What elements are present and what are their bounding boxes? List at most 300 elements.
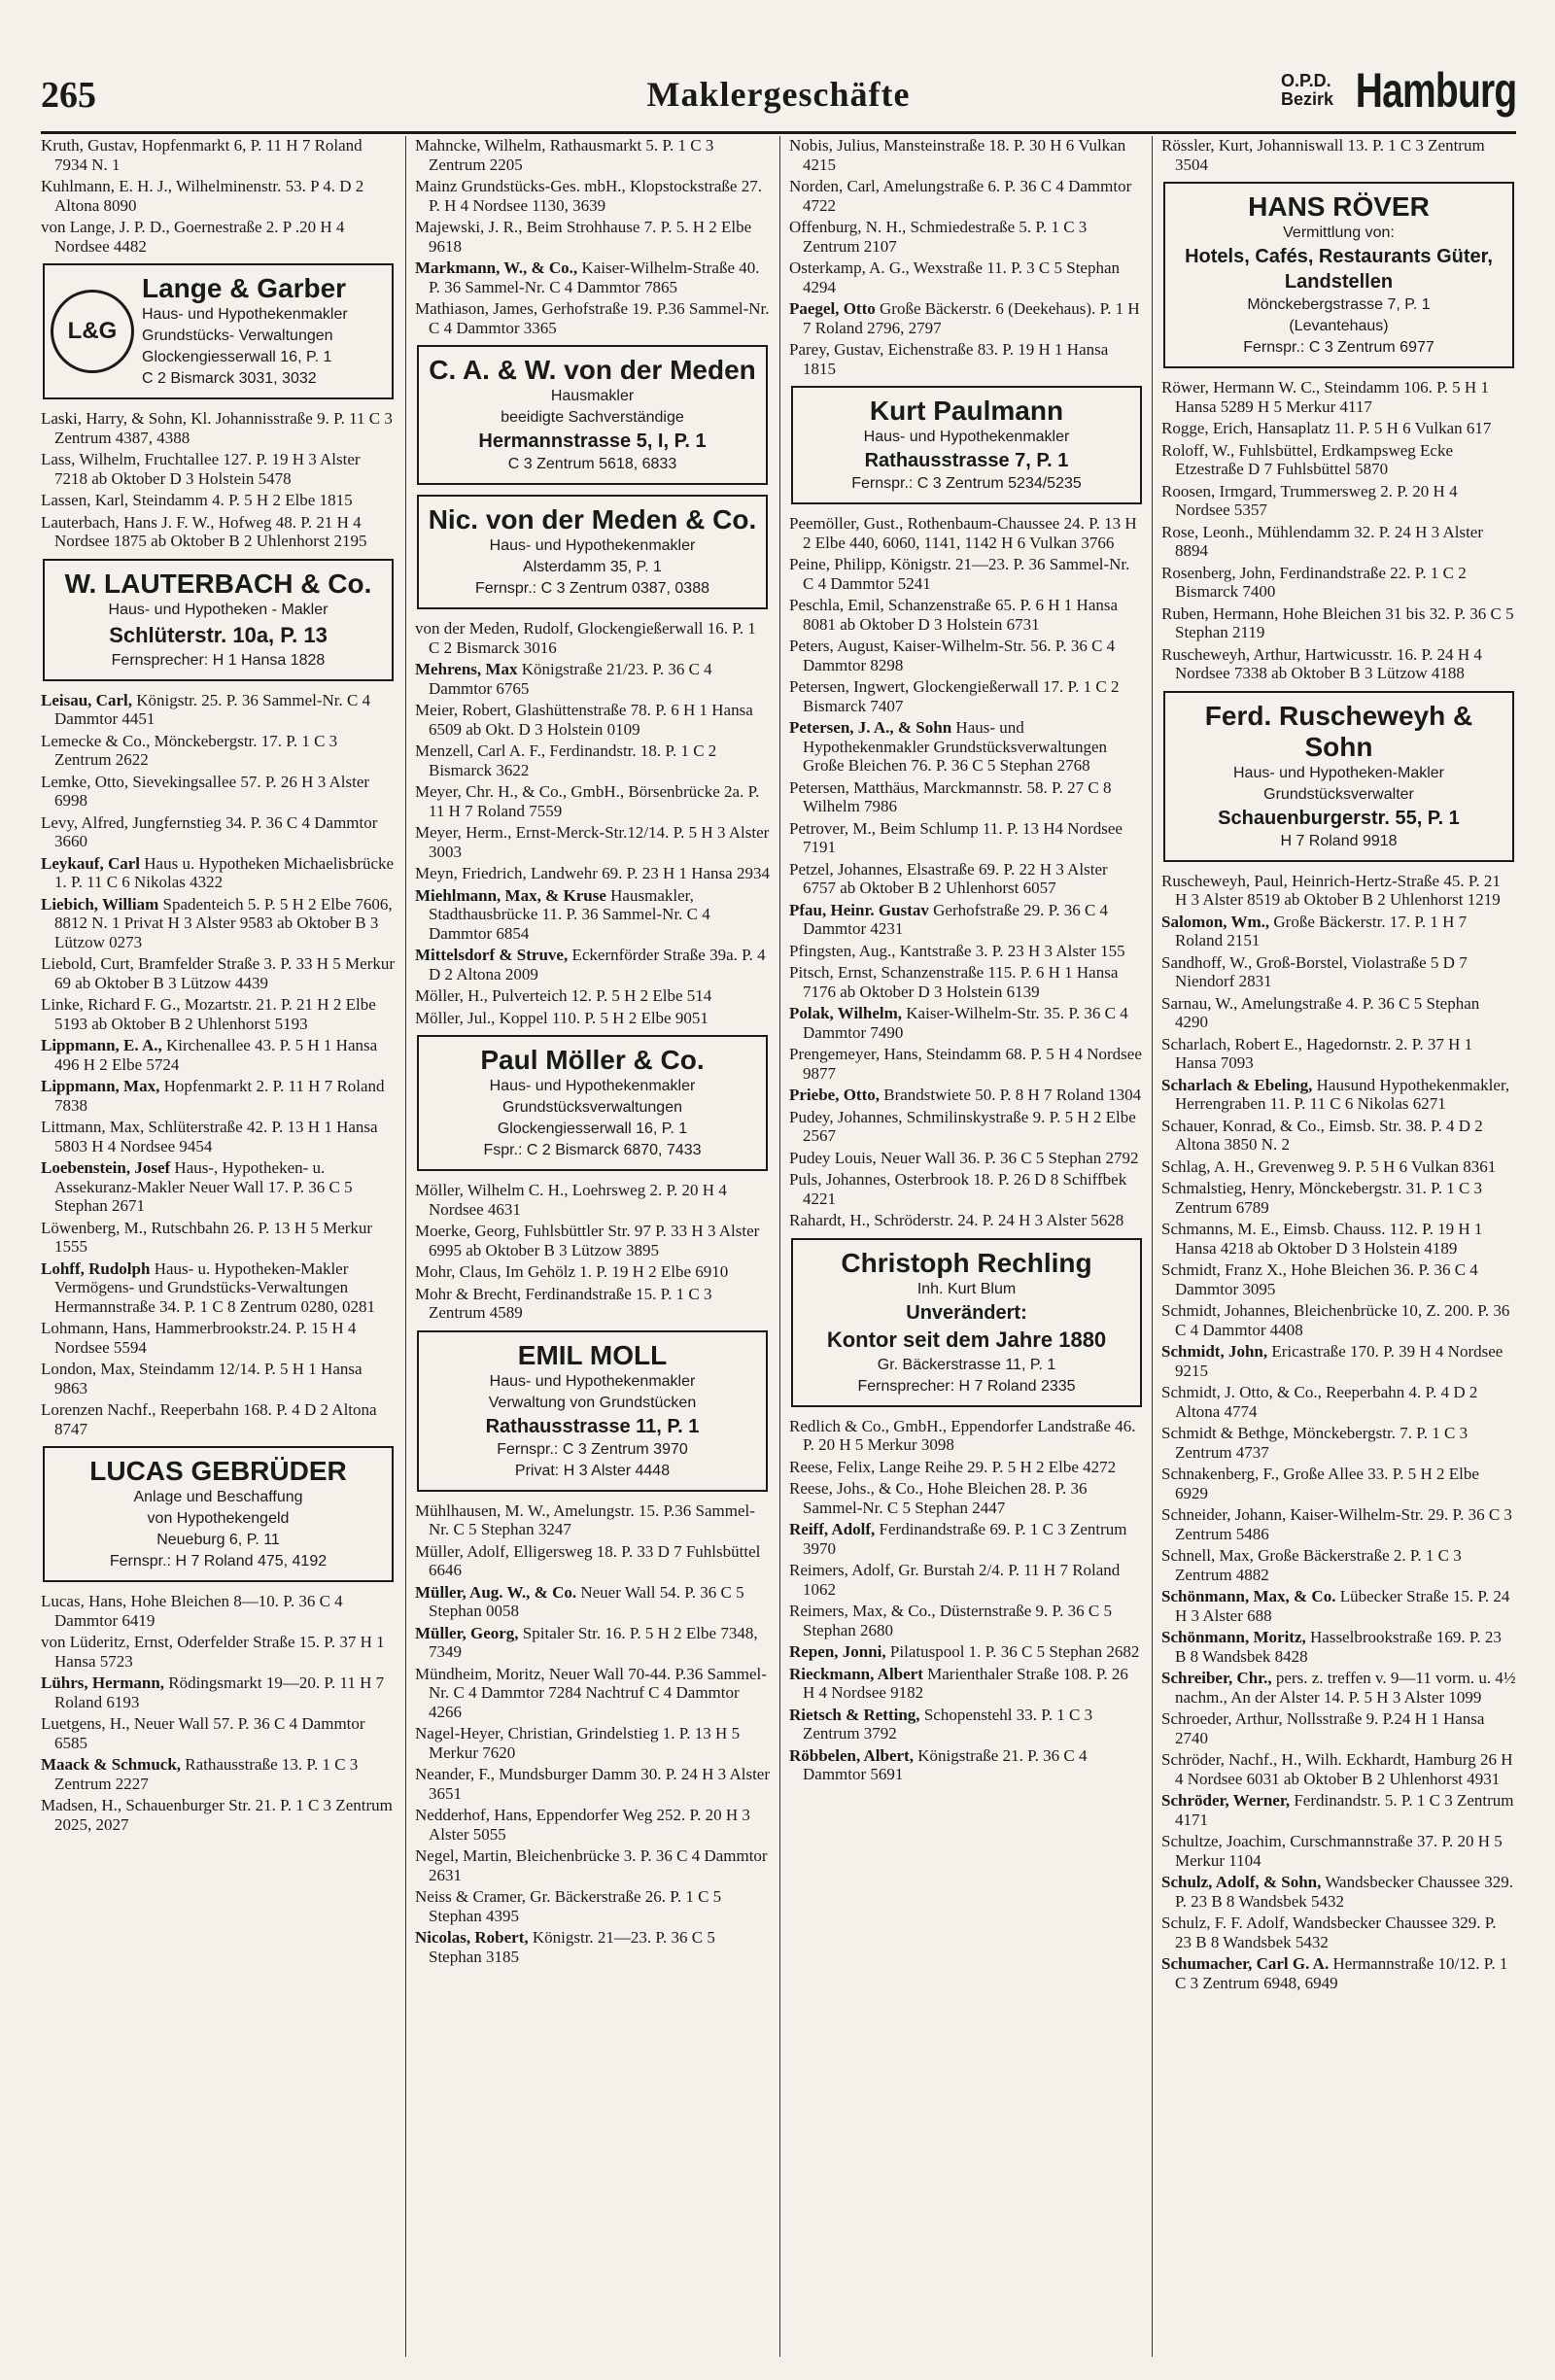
entry-name: Lohff, Rudolph xyxy=(41,1259,151,1278)
advertisement-box xyxy=(1163,182,1514,368)
entry-name: Müller, Aug. W., & Co. xyxy=(415,1582,577,1602)
advertisement-box xyxy=(43,559,394,681)
ad-highlight: Schlüterstr. 10a, P. 13 xyxy=(109,622,328,647)
entry-name: Lippmann, E. A., xyxy=(41,1036,162,1054)
entry-text: Königstraße 21. P. 36 C 4 Dammtor 5691 xyxy=(803,1745,1088,1783)
entry-text: Meyer, Herm., Ernst-Merck-Str.12/14. P. 5 H 3 Alster 3003 xyxy=(415,823,770,861)
directory-entry xyxy=(41,1360,396,1397)
entry-text: Roloff, W., Fuhlsbüttel, Erdkampsweg Ecke Etzestraße D 7 Fuhlsbüttel 5870 xyxy=(1161,440,1453,478)
directory-entry xyxy=(1161,645,1516,683)
ad-line: Fernsprecher: H 1 Hansa 1828 xyxy=(111,651,326,669)
entry-text: Schnell, Max, Große Bäckerstraße 2. P. 1 C 3 Zentrum 4882 xyxy=(1161,1546,1462,1584)
ad-line: Grundstücks- Verwaltungen xyxy=(142,328,333,344)
entry-text: Ruscheweyh, Paul, Heinrich-Hertz-Straße 45. P. 21 H 3 Alster 8519 ab Oktober B 2 Uhlenhorst 1219 xyxy=(1161,871,1501,909)
entry-text: Schröder, Nachf., H., Wilh. Eckhardt, Hamburg 26 H 4 Nordsee 6031 ab Oktober B 2 Uhlenhorst 4931 xyxy=(1161,1750,1513,1788)
entry-name: Nicolas, Robert, xyxy=(415,1928,529,1947)
ad-line: beeidigte Sachverständige xyxy=(501,409,684,426)
entry-text: von Lüderitz, Ernst, Oderfelder Straße 15. P. 37 H 1 Hansa 5723 xyxy=(41,1633,385,1671)
ad-line: Verwaltung von Grundstücken xyxy=(488,1394,697,1411)
ad-line: Fernspr.: C 3 Zentrum 6977 xyxy=(1243,339,1434,356)
directory-entry xyxy=(789,1665,1144,1703)
directory-entry xyxy=(1161,1076,1516,1114)
entry-name: Schumacher, Carl G. A. xyxy=(1161,1954,1330,1973)
page-number: 265 xyxy=(41,75,96,116)
ad-line: C 2 Bismarck 3031, 3032 xyxy=(142,370,317,387)
entry-text: Nobis, Julius, Mansteinstraße 18. P. 30 H 6 Vulkan 4215 xyxy=(789,136,1126,174)
ad-logo-row xyxy=(51,273,386,390)
directory-entry xyxy=(41,1673,396,1711)
directory-entry xyxy=(789,1045,1144,1083)
entry-name: Salomon, Wm., xyxy=(1161,912,1270,931)
directory-entry xyxy=(789,1417,1144,1455)
entry-text: Haus-, Hypotheken- u. Assekuranz-Makler Neuer Wall 17. P. 36 C 5 Stephan 2671 xyxy=(54,1158,353,1215)
entry-text: Rödingsmarkt 19—20. P. 11 H 7 Roland 6193 xyxy=(54,1673,385,1711)
entry-text: Große Bäckerstr. 6 (Deekehaus). P. 1 H 7 Roland 2796, 2797 xyxy=(803,299,1140,337)
directory-entry xyxy=(41,218,396,256)
directory-entry xyxy=(41,1077,396,1115)
advertisement-box xyxy=(417,1035,768,1171)
entry-text: Mohr, Claus, Im Gehölz 1. P. 19 H 2 Elbe 6910 xyxy=(415,1262,729,1281)
entry-text: Königstraße 21/23. P. 36 C 4 Dammtor 6765 xyxy=(429,660,712,698)
directory-entry xyxy=(415,1262,770,1282)
entry-text: Moerke, Georg, Fuhlsbüttler Str. 97 P. 33 H 3 Alster 6995 ab Oktober B 3 Lützow 3895 xyxy=(415,1222,760,1259)
ad-line: Haus- und Hypotheken - Makler xyxy=(108,601,328,618)
entry-text: Kirchenallee 43. P. 5 H 1 Hansa 496 H 2 Elbe 5724 xyxy=(54,1036,378,1074)
entry-text: Meyer, Chr. H., & Co., GmbH., Börsenbrücke 2a. P. 11 H 7 Roland 7559 xyxy=(415,782,760,820)
header-rule xyxy=(41,131,1516,134)
directory-entry xyxy=(1161,564,1516,602)
directory-entry xyxy=(1161,1873,1516,1911)
directory-entry xyxy=(1161,1954,1516,1992)
entry-text: Schmanns, M. E., Eimsb. Chauss. 112. P. 19 H 1 Hansa 4218 ab Oktober D 3 Holstein 4189 xyxy=(1161,1220,1483,1258)
entry-text: Nagel-Heyer, Christian, Grindelstieg 1. P. 13 H 5 Merkur 7620 xyxy=(415,1724,741,1762)
entry-text: Rosenberg, John, Ferdinandstraße 22. P. 1 C 2 Bismarck 7400 xyxy=(1161,563,1467,601)
entry-text: Lemke, Otto, Sievekingsallee 57. P. 26 H 3 Alster 6998 xyxy=(41,772,370,810)
directory-entry xyxy=(41,773,396,811)
directory-entry xyxy=(789,637,1144,674)
entry-text: Roosen, Irmgard, Trummersweg 2. P. 20 H 4 Nordsee 5357 xyxy=(1161,481,1458,519)
directory-entry xyxy=(415,299,770,337)
column-divider xyxy=(405,136,406,2357)
entry-text: Ruben, Hermann, Hohe Bleichen 31 bis 32. P. 36 C 5 Stephan 2119 xyxy=(1161,604,1514,641)
entry-text: Petersen, Ingwert, Glockengießerwall 17. P. 1 C 2 Bismarck 7407 xyxy=(789,677,1120,715)
entry-text: Möller, Jul., Koppel 110. P. 5 H 2 Elbe 9051 xyxy=(415,1008,708,1027)
entry-text: Lauterbach, Hans J. F. W., Hofweg 48. P. 21 H 4 Nordsee 1875 ab Oktober B 2 Uhlenhorst 2195 xyxy=(41,512,367,550)
directory-entry xyxy=(1161,378,1516,416)
entry-name: Paegel, Otto xyxy=(789,299,876,318)
advertisement-box xyxy=(791,386,1142,504)
directory-entry xyxy=(789,819,1144,857)
entry-text: Peschla, Emil, Schanzenstraße 65. P. 6 H 1 Hansa 8081 ab Oktober D 3 Holstein 6731 xyxy=(789,596,1119,634)
page-header xyxy=(41,60,1516,128)
column-3 xyxy=(789,136,1144,2357)
directory-entry xyxy=(415,864,770,883)
entry-text: Hermannstraße 10/12. P. 1 C 3 Zentrum 6948, 6949 xyxy=(1175,1954,1508,1992)
directory-entry xyxy=(1161,1342,1516,1380)
directory-entry xyxy=(41,691,396,729)
ad-company-name: Kurt Paulmann xyxy=(869,396,1064,426)
directory-entry xyxy=(789,1170,1144,1208)
directory-entry xyxy=(41,1219,396,1257)
directory-entry xyxy=(1161,1587,1516,1625)
entry-text: Haus- und Hypothekenmakler Grundstücksverwaltungen Große Bleichen 76. P. 36 C 5 Stephan 2768 xyxy=(803,718,1107,775)
column-divider xyxy=(779,136,780,2357)
directory-entry xyxy=(789,259,1144,296)
directory-entry xyxy=(41,513,396,551)
directory-entry xyxy=(41,1796,396,1834)
entry-name: Polak, Wilhelm, xyxy=(789,1004,903,1022)
entry-text: Schroeder, Arthur, Nollsstraße 9. P.24 H 1 Hansa 2740 xyxy=(1161,1709,1485,1747)
entry-text: von der Meden, Rudolf, Glockengießerwall 16. P. 1 C 2 Bismarck 3016 xyxy=(415,619,756,657)
directory-entry xyxy=(789,299,1144,337)
entry-text: von Lange, J. P. D., Goernestraße 2. P .20 H 4 Nordsee 4482 xyxy=(41,218,345,256)
entry-text: Laski, Harry, & Sohn, Kl. Johannisstraße 9. P. 11 C 3 Zentrum 4387, 4388 xyxy=(41,409,393,447)
entry-text: Puls, Johannes, Osterbrook 18. P. 26 D 8 Schiffbek 4221 xyxy=(789,1170,1127,1208)
directory-entry xyxy=(789,218,1144,256)
entry-text: Rahardt, H., Schröderstr. 24. P. 24 H 3 Alster 5628 xyxy=(789,1211,1124,1229)
directory-entry xyxy=(415,1501,770,1539)
entry-text: Schmidt & Bethge, Mönckebergstr. 7. P. 1 C 3 Zentrum 4737 xyxy=(1161,1424,1469,1462)
entry-text: Marienthaler Straße 108. P. 26 H 4 Nordsee 9182 xyxy=(803,1664,1128,1702)
directory-entry xyxy=(41,450,396,488)
entry-text: Sandhoff, W., Groß-Borstel, Violastraße 5 D 7 Niendorf 2831 xyxy=(1161,952,1468,990)
entry-text: Schlag, A. H., Grevenweg 9. P. 5 H 6 Vulkan 8361 xyxy=(1161,1156,1497,1176)
entry-name: Scharlach & Ebeling, xyxy=(1161,1075,1313,1094)
entry-name: Markmann, W., & Co., xyxy=(415,259,578,277)
entry-text: Meier, Robert, Glashüttenstraße 78. P. 6 H 1 Hansa 6509 ab Okt. D 3 Holstein 0109 xyxy=(415,701,753,739)
entry-text: Mündheim, Moritz, Neuer Wall 70-44. P.36 Sammel-Nr. C 4 Dammtor 7284 Nachtruf C 4 Dammtor 4266 xyxy=(415,1664,767,1721)
entry-text: Peemöller, Gust., Rothenbaum-Chaussee 24. P. 13 H 2 Elbe 440, 6060, 1141, 1142 H 6 Vulkan 3766 xyxy=(789,514,1137,552)
entry-text: Rathausstraße 13. P. 1 C 3 Zentrum 2227 xyxy=(54,1755,359,1793)
entry-name: Lippmann, Max, xyxy=(41,1077,160,1095)
directory-entry xyxy=(41,854,396,892)
entry-text: Reimers, Max, & Co., Düsternstraße 9. P. 36 C 5 Stephan 2680 xyxy=(789,1602,1112,1639)
entry-text: Schneider, Johann, Kaiser-Wilhelm-Str. 29. P. 36 C 3 Zentrum 5486 xyxy=(1161,1505,1512,1543)
entry-name: Repen, Jonni, xyxy=(789,1642,886,1661)
directory-entry xyxy=(789,1149,1144,1168)
directory-entry xyxy=(415,1887,770,1925)
directory-entry xyxy=(789,1561,1144,1599)
ad-line: Alsterdamm 35, P. 1 xyxy=(523,559,662,575)
entry-text: Redlich & Co., GmbH., Eppendorfer Landstraße 46. P. 20 H 5 Merkur 3098 xyxy=(789,1416,1136,1454)
directory-entry xyxy=(41,813,396,851)
advertisement-box xyxy=(1163,691,1514,862)
advertisement-box xyxy=(417,1330,768,1492)
ad-line: Glockengiesserwall 16, P. 1 xyxy=(142,349,332,365)
directory-entry xyxy=(1161,482,1516,520)
directory-entry xyxy=(415,660,770,698)
directory-entry xyxy=(41,177,396,215)
column-4 xyxy=(1161,136,1516,2357)
ad-company-name: EMIL MOLL xyxy=(517,1339,668,1370)
entry-text: Schmidt, Franz X., Hohe Bleichen 36. P. 36 C 4 Dammtor 3095 xyxy=(1161,1260,1478,1298)
directory-entry xyxy=(789,1602,1144,1639)
ad-highlight: Kontor seit dem Jahre 1880 xyxy=(826,1327,1107,1352)
entry-name: Pfau, Heinr. Gustav xyxy=(789,900,929,919)
directory-entry xyxy=(415,1665,770,1722)
entry-text: Littmann, Max, Schlüterstraße 42. P. 13 H 1 Hansa 5803 H 4 Nordsee 9454 xyxy=(41,1118,378,1156)
entry-text: Peine, Philipp, Königstr. 21—23. P. 36 Sammel-Nr. C 4 Dammtor 5241 xyxy=(789,555,1130,593)
entry-name: Schmidt, John, xyxy=(1161,1342,1268,1361)
ad-company-name: Nic. von der Meden & Co. xyxy=(428,504,757,535)
entry-text: Prengemeyer, Hans, Steindamm 68. P. 5 H 4 Nordsee 9877 xyxy=(789,1045,1142,1083)
directory-entry xyxy=(1161,1424,1516,1462)
entry-text: London, Max, Steindamm 12/14. P. 5 H 1 Hansa 9863 xyxy=(41,1360,363,1397)
entry-text: Osterkamp, A. G., Wexstraße 11. P. 3 C 5 Stephan 4294 xyxy=(789,259,1121,296)
directory-entry xyxy=(789,596,1144,634)
directory-entry xyxy=(415,986,770,1006)
ad-line: (Levantehaus) xyxy=(1289,318,1389,334)
entry-text: Spadenteich 5. P. 5 H 2 Elbe 7606, 8812 N. 1 Privat H 3 Alster 9583 ab Oktober B 3 Lützow 0273 xyxy=(54,894,393,951)
directory-entry xyxy=(789,1108,1144,1146)
advertisement-box xyxy=(791,1238,1142,1407)
directory-entry xyxy=(415,1846,770,1884)
directory-entry xyxy=(41,409,396,447)
directory-entry xyxy=(415,1009,770,1028)
entry-text: Negel, Martin, Bleichenbrücke 3. P. 36 C 4 Dammtor 2631 xyxy=(415,1846,768,1884)
directory-entry xyxy=(415,701,770,739)
ad-line: Fernsprecher: H 7 Roland 2335 xyxy=(857,1377,1076,1395)
entry-text: Petzel, Johannes, Elsastraße 69. P. 22 H 3 Alster 6757 ab Oktober B 2 Uhlenhorst 6057 xyxy=(789,859,1108,897)
entry-text: Mühlhausen, M. W., Amelungstr. 15. P.36 Sammel-Nr. C 5 Stephan 3247 xyxy=(415,1500,755,1538)
entry-text: Rogge, Erich, Hansaplatz 11. P. 5 H 6 Vulkan 617 xyxy=(1161,419,1492,437)
directory-columns xyxy=(41,136,1516,2357)
ad-address: Rathausstrasse 11, P. 1 xyxy=(485,1415,700,1437)
entry-text: Schulz, F. F. Adolf, Wandsbecker Chaussee 329. P. 23 B 8 Wandsbek 5432 xyxy=(1161,1914,1497,1951)
entry-text: Meyn, Friedrich, Landwehr 69. P. 23 H 1 Hansa 2934 xyxy=(415,864,770,882)
entry-text: Reese, Johs., & Co., Hohe Bleichen 28. P. 36 Sammel-Nr. C 5 Stephan 2447 xyxy=(789,1479,1088,1517)
entry-text: Müller, Adolf, Elligersweg 18. P. 33 D 7 Fuhlsbüttel 6646 xyxy=(415,1541,761,1579)
entry-text: Reese, Felix, Lange Reihe 29. P. 5 H 2 Elbe 4272 xyxy=(789,1457,1117,1476)
ad-company-name: W. LAUTERBACH & Co. xyxy=(64,568,372,599)
entry-text: Pitsch, Ernst, Schanzenstraße 115. P. 6 H 1 Hansa 7176 ab Oktober D 3 Holstein 6139 xyxy=(789,963,1119,1001)
directory-entry xyxy=(1161,1914,1516,1951)
entry-text: Haus u. Hypotheken Michaelisbrücke 1. P. 11 C 6 Nikolas 4322 xyxy=(54,853,395,891)
directory-entry xyxy=(789,136,1144,174)
entry-text: Hopfenmarkt 2. P. 11 H 7 Roland 7838 xyxy=(54,1077,385,1115)
entry-text: Petrover, M., Beim Schlump 11. P. 13 H4 Nordsee 7191 xyxy=(789,818,1123,856)
district-label xyxy=(1281,72,1333,109)
city-title: Hamburg xyxy=(1355,63,1516,118)
entry-text: Mohr & Brecht, Ferdinandstraße 15. P. 1 C 3 Zentrum 4589 xyxy=(415,1284,712,1322)
entry-name: Müller, Georg, xyxy=(415,1623,519,1642)
district-line-1: O.P.D. xyxy=(1280,71,1331,90)
directory-entry xyxy=(41,1755,396,1793)
entry-text: Mahncke, Wilhelm, Rathausmarkt 5. P. 1 C 3 Zentrum 2205 xyxy=(415,136,714,174)
entry-text: Sarnau, W., Amelungstraße 4. P. 36 C 5 Stephan 4290 xyxy=(1161,993,1480,1031)
entry-text: Eckernförder Straße 39a. P. 4 D 2 Altona 2009 xyxy=(429,946,766,983)
directory-entry xyxy=(41,491,396,510)
advertisement-box xyxy=(43,263,394,399)
entry-text: Pfingsten, Aug., Kantstraße 3. P. 23 H 3 Alster 155 xyxy=(789,941,1125,960)
directory-entry xyxy=(1161,1750,1516,1788)
entry-text: Neuer Wall 54. P. 36 C 5 Stephan 0058 xyxy=(429,1582,744,1620)
directory-entry xyxy=(1161,1301,1516,1339)
directory-entry xyxy=(41,1319,396,1357)
entry-text: Schultze, Joachim, Curschmannstraße 37. P. 20 H 5 Merkur 1104 xyxy=(1161,1832,1503,1870)
directory-entry xyxy=(789,1458,1144,1477)
entry-text: Möller, Wilhelm C. H., Loehrsweg 2. P. 20 H 4 Nordsee 4631 xyxy=(415,1181,727,1219)
directory-entry xyxy=(789,1086,1144,1105)
directory-entry xyxy=(415,1928,770,1966)
entry-name: Schönmann, Moritz, xyxy=(1161,1628,1306,1646)
directory-entry xyxy=(415,1765,770,1803)
advertisement-box xyxy=(43,1446,394,1582)
entry-name: Reiff, Adolf, xyxy=(789,1520,876,1538)
directory-entry xyxy=(41,732,396,770)
directory-entry xyxy=(415,1285,770,1323)
entry-text: Madsen, H., Schauenburger Str. 21. P. 1 C 3 Zentrum 2025, 2027 xyxy=(41,1796,393,1834)
ad-line: Fernspr.: H 7 Roland 475, 4192 xyxy=(109,1553,328,1569)
entry-text: Löwenberg, M., Rutschbahn 26. P. 13 H 5 Merkur 1555 xyxy=(41,1218,373,1256)
ad-line: Haus- und Hypotheken-Makler xyxy=(1233,764,1444,781)
entry-text: Levy, Alfred, Jungfernstieg 34. P. 36 C 4 Dammtor 3660 xyxy=(41,812,378,850)
directory-entry xyxy=(1161,1465,1516,1502)
ad-line: Inh. Kurt Blum xyxy=(916,1280,1017,1297)
entry-text: Ferdinandstr. 5. P. 1 C 3 Zentrum 4171 xyxy=(1175,1791,1514,1829)
entry-text: Kaiser-Wilhelm-Straße 40. P. 36 Sammel-Nr. C 4 Dammtor 7865 xyxy=(429,259,760,296)
entry-text: Ferdinandstraße 69. P. 1 C 3 Zentrum 3970 xyxy=(803,1520,1127,1558)
entry-text: Brandstwiete 50. P. 8 H 7 Roland 1304 xyxy=(883,1086,1142,1104)
entry-text: Haus- u. Hypotheken-Makler Vermögens- und Grundstücks-Verwaltungen Hermannstraße 34. P. 1 C 8 Zentrum 0280, 0281 xyxy=(54,1259,376,1316)
directory-entry xyxy=(1161,1709,1516,1747)
entry-name: Röbbelen, Albert, xyxy=(789,1745,914,1765)
entry-text: Rössler, Kurt, Johanniswall 13. P. 1 C 3 Zentrum 3504 xyxy=(1161,136,1485,174)
entry-name: Schönmann, Max, & Co. xyxy=(1161,1587,1336,1605)
ad-line: Anlage und Beschaffung xyxy=(133,1489,303,1505)
entry-text: pers. z. treffen v. 9—11 vorm. u. 4½ nachm., An der Alster 14. P. 5 H 3 Alster 1099 xyxy=(1175,1669,1516,1707)
directory-entry xyxy=(415,1542,770,1580)
entry-name: Liebich, William xyxy=(41,894,159,914)
column-2 xyxy=(415,136,770,2357)
entry-text: Neiss & Cramer, Gr. Bäckerstraße 26. P. 1 C 5 Stephan 4395 xyxy=(415,1887,722,1925)
entry-text: Pilatuspool 1. P. 36 C 5 Stephan 2682 xyxy=(889,1642,1140,1661)
entry-text: Mathiason, James, Gerhofstraße 19. P.36 Sammel-Nr. C 4 Dammtor 3365 xyxy=(415,299,770,337)
directory-entry xyxy=(415,1724,770,1762)
directory-entry xyxy=(1161,913,1516,950)
ad-line: C 3 Zentrum 5618, 6833 xyxy=(507,456,677,472)
entry-name: Leykauf, Carl xyxy=(41,853,140,873)
entry-name: Leisau, Carl, xyxy=(41,690,132,709)
entry-text: Große Bäckerstr. 17. P. 1 H 7 Roland 2151 xyxy=(1175,912,1468,949)
entry-text: Kuhlmann, E. H. J., Wilhelminenstr. 53. P 4. D 2 Altona 8090 xyxy=(41,177,364,215)
entry-text: Scharlach, Robert E., Hagedornstr. 2. P. 37 H 1 Hansa 7093 xyxy=(1161,1034,1473,1072)
directory-entry xyxy=(1161,523,1516,561)
column-divider xyxy=(1152,136,1153,2357)
directory-entry xyxy=(415,1624,770,1662)
entry-text: Schnakenberg, F., Große Allee 33. P. 5 H 2 Elbe 6929 xyxy=(1161,1465,1479,1502)
entry-text: Gerhofstraße 29. P. 36 C 4 Dammtor 4231 xyxy=(803,900,1109,938)
directory-entry xyxy=(789,942,1144,961)
advertisement-box xyxy=(417,345,768,485)
ad-address: Unverändert: xyxy=(906,1301,1027,1324)
entry-name: Mittelsdorf & Struve, xyxy=(415,946,569,964)
entry-text: Nedderhof, Hans, Eppendorfer Weg 252. P. 20 H 3 Alster 5055 xyxy=(415,1806,750,1844)
directory-entry xyxy=(41,1633,396,1671)
ad-address: Schauenburgerstr. 55, P. 1 xyxy=(1218,807,1460,829)
entry-text: Hasselbrookstraße 169. P. 23 B 8 Wandsbek 8428 xyxy=(1175,1628,1502,1666)
directory-entry xyxy=(789,177,1144,215)
ad-line: Grundstücksverwaltungen xyxy=(502,1099,682,1116)
entry-name: Mehrens, Max xyxy=(415,660,518,678)
directory-entry xyxy=(415,886,770,944)
ad-company-name: LUCAS GEBRÜDER xyxy=(89,1456,347,1486)
ad-line: Gr. Bäckerstrasse 11, P. 1 xyxy=(877,1356,1056,1373)
entry-text: Spitaler Str. 16. P. 5 H 2 Elbe 7348, 7349 xyxy=(429,1623,758,1661)
entry-text: Menzell, Carl A. F., Ferdinandstr. 18. P. 1 C 2 Bismarck 3622 xyxy=(415,742,717,779)
directory-entry xyxy=(1161,1505,1516,1543)
entry-name: Miehlmann, Max, & Kruse xyxy=(415,885,606,905)
directory-entry xyxy=(789,1746,1144,1784)
directory-entry xyxy=(1161,1179,1516,1217)
directory-entry xyxy=(1161,1832,1516,1870)
ad-line: Fspr.: C 2 Bismarck 6870, 7433 xyxy=(483,1142,702,1158)
directory-entry xyxy=(1161,136,1516,174)
entry-text: Ruscheweyh, Arthur, Hartwicusstr. 16. P. 24 H 4 Nordsee 7338 ab Oktober B 3 Lützow 4188 xyxy=(1161,644,1482,682)
entry-text: Kruth, Gustav, Hopfenmarkt 6, P. 11 H 7 Roland 7934 N. 1 xyxy=(41,136,363,174)
entry-name: Rieckmann, Albert xyxy=(789,1664,923,1683)
directory-entry xyxy=(789,1642,1144,1662)
ad-line: Hausmakler xyxy=(550,388,635,404)
district-line-2: Bezirk xyxy=(1280,89,1333,109)
entry-name: Schulz, Adolf, & Sohn, xyxy=(1161,1873,1322,1891)
entry-text: Möller, H., Pulverteich 12. P. 5 H 2 Elbe 514 xyxy=(415,986,712,1005)
directory-entry xyxy=(789,555,1144,593)
entry-text: Schmalstieg, Henry, Mönckebergstr. 31. P. 1 C 3 Zentrum 6789 xyxy=(1161,1179,1483,1217)
entry-name: Lührs, Hermann, xyxy=(41,1673,165,1692)
directory-entry xyxy=(789,860,1144,898)
directory-entry xyxy=(415,1222,770,1259)
entry-text: Peters, August, Kaiser-Wilhelm-Str. 56. P. 36 C 4 Dammtor 8298 xyxy=(789,637,1116,674)
directory-entry xyxy=(41,136,396,174)
directory-entry xyxy=(41,1118,396,1156)
ad-company-name: C. A. & W. von der Meden xyxy=(429,355,756,385)
entry-name: Schröder, Werner, xyxy=(1161,1791,1291,1810)
directory-entry xyxy=(41,995,396,1033)
ad-logo-text xyxy=(142,273,348,390)
directory-entry xyxy=(1161,1546,1516,1584)
directory-entry xyxy=(789,514,1144,552)
ad-line: H 7 Roland 9918 xyxy=(1280,832,1398,849)
directory-entry xyxy=(1161,604,1516,642)
directory-entry xyxy=(1161,1628,1516,1666)
directory-entry xyxy=(789,1211,1144,1230)
entry-text: Majewski, J. R., Beim Strohhause 7. P. 5. H 2 Elbe 9618 xyxy=(415,218,752,256)
entry-text: Mainz Grundstücks-Ges. mbH., Klopstockstraße 27. P. H 4 Nordsee 1130, 3639 xyxy=(415,177,762,215)
directory-entry xyxy=(41,1158,396,1216)
ad-line: von Hypothekengeld xyxy=(147,1510,290,1527)
directory-entry xyxy=(415,1583,770,1621)
ad-company-name: Ferd. Ruscheweyh & Sohn xyxy=(1204,700,1473,762)
directory-entry xyxy=(789,677,1144,715)
directory-entry xyxy=(789,963,1144,1001)
directory-entry xyxy=(789,1479,1144,1517)
directory-entry xyxy=(415,823,770,861)
entry-text: Schmidt, J. Otto, & Co., Reeperbahn 4. P. 4 D 2 Altona 4774 xyxy=(1161,1383,1478,1421)
directory-entry xyxy=(415,1181,770,1219)
entry-text: Offenburg, N. H., Schmiedestraße 5. P. 1 C 3 Zentrum 2107 xyxy=(789,218,1088,256)
entry-text: Ericastraße 170. P. 39 H 4 Nordsee 9215 xyxy=(1175,1342,1503,1380)
entry-name: Rietsch & Retting, xyxy=(789,1705,920,1724)
directory-entry xyxy=(1161,1383,1516,1421)
directory-entry xyxy=(41,1714,396,1752)
entry-text: Königstr. 21—23. P. 36 C 5 Stephan 3185 xyxy=(429,1928,715,1966)
directory-entry xyxy=(1161,872,1516,910)
directory-entry xyxy=(1161,1035,1516,1073)
ad-line: Haus- und Hypothekenmakler xyxy=(489,1078,696,1094)
directory-entry xyxy=(789,778,1144,816)
directory-entry xyxy=(1161,1260,1516,1298)
